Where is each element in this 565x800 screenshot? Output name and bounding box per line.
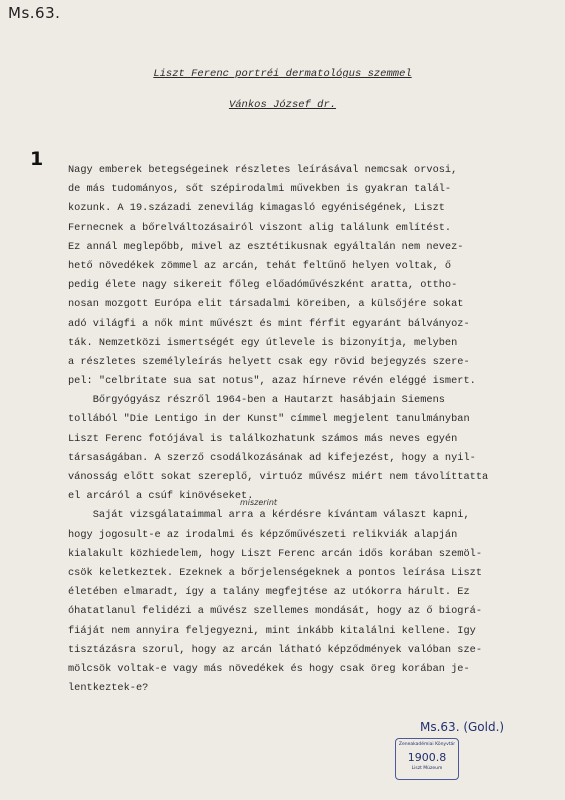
text-line: társaságában. A szerző csodálkozásának ad kifejezést, hogy a nyil-: [68, 451, 476, 464]
text-line: a részletes személyleírás helyett csak egy rövid bejegyzés szere-: [68, 355, 470, 368]
text-line: pel: "celbritate sua sat notus", azaz hírneve révén eléggé ismert.: [68, 375, 476, 388]
stamp-line-1: Zeneakadémiai Könyvtár: [398, 742, 456, 747]
text-line: hogy jogosult-e az irodalmi és képzőművészeti relikviák alapján: [68, 528, 458, 541]
text-line: el arcáról a csúf kinövéseket.: [68, 490, 254, 503]
text-line: ták. Nemzetközi ismertségét egy útlevele is bizonyítja, melyben: [68, 336, 458, 349]
library-stamp: [395, 738, 459, 780]
text-line: vánosság előtt sokat szereplő, virtuóz művész miért nem távolíttatta: [68, 471, 489, 483]
text-line: pedig élete nagy sikereit főleg előadóművészként aratta, ottho-: [68, 279, 458, 292]
text-line: kialakult közhiedelem, hogy Liszt Ferenc arcán idős korában szemöl-: [68, 547, 483, 560]
text-line: Liszt Ferenc fotójával is találkozhatunk számos más neves egyén: [68, 432, 458, 445]
document-title: Liszt Ferenc portréi dermatológus szemmel: [153, 68, 412, 80]
text-line: de más tudományos, sőt szépirodalmi művekben is gyakran talál-: [68, 183, 452, 196]
stamp-number: 1900.8: [407, 751, 447, 764]
text-line: óhatatlanul felidézi a művész szellemes mondását, hogy az ő biográ-: [68, 605, 483, 618]
document-author: Vánkos József dr.: [228, 99, 337, 111]
stamp-ms-reference: Ms.63. (Gold.): [420, 720, 505, 734]
text-line: adó világfi a nők mint művészt és mint férfit egyaránt bálványoz-: [68, 317, 470, 330]
text-line: Bőrgyógyász részről 1964-ben a Hautarzt hasábjain Siemens: [68, 394, 445, 407]
manuscript-label: Ms.63.: [8, 4, 61, 22]
text-line: Nagy emberek betegségeinek részletes leírásával nemcsak orvosi,: [68, 164, 458, 176]
text-line: Ez annál meglepőbb, mivel az esztétikusnak egyáltalán nem nevez-: [68, 240, 464, 253]
body-text: [68, 161, 558, 698]
text-line: Saját vizsgálataimmal arra a kérdésre kívántam választ kapni,: [68, 509, 470, 522]
text-line: mölcsök voltak-e vagy más növedékek és hogy csak öreg korában je-: [68, 662, 470, 675]
text-line: tisztázásra szorul, hogy az arcán látható képződmények valóban sze-: [68, 643, 483, 656]
text-line: kozunk. A 19.századi zenevilág kimagasló egyéniségének, Liszt: [68, 202, 445, 215]
text-line: Fernecnek a bőrelváltozásairól viszont alig találunk említést.: [68, 221, 452, 234]
text-line: tollából "Die Lentigo in der Kunst" címmel megjelent tanulmányban: [68, 413, 470, 426]
text-line: csök keletkeztek. Ezeknek a bőrjelenségeknek a pontos leírása Liszt: [68, 566, 483, 579]
page-number: 1: [30, 148, 44, 170]
stamp-line-3: Liszt Múzeum: [411, 766, 443, 771]
text-line: életében elmaradt, így a talány megfejtése az utókorra hárult. Ez: [68, 586, 470, 599]
text-line: fiáját nem annyira feljegyezni, mint inkább kitalálni kellene. Igy: [68, 624, 476, 637]
text-line: hető növedékek zömmel az arcán, tehát feltűnő helyen voltak, ő: [68, 259, 452, 272]
handwritten-insertion: miszerint: [240, 498, 278, 507]
text-line: nosan mozgott Európa elit társadalmi köreiben, a külsőjére sokat: [68, 298, 464, 311]
text-line: lentkeztek-e?: [68, 682, 149, 695]
